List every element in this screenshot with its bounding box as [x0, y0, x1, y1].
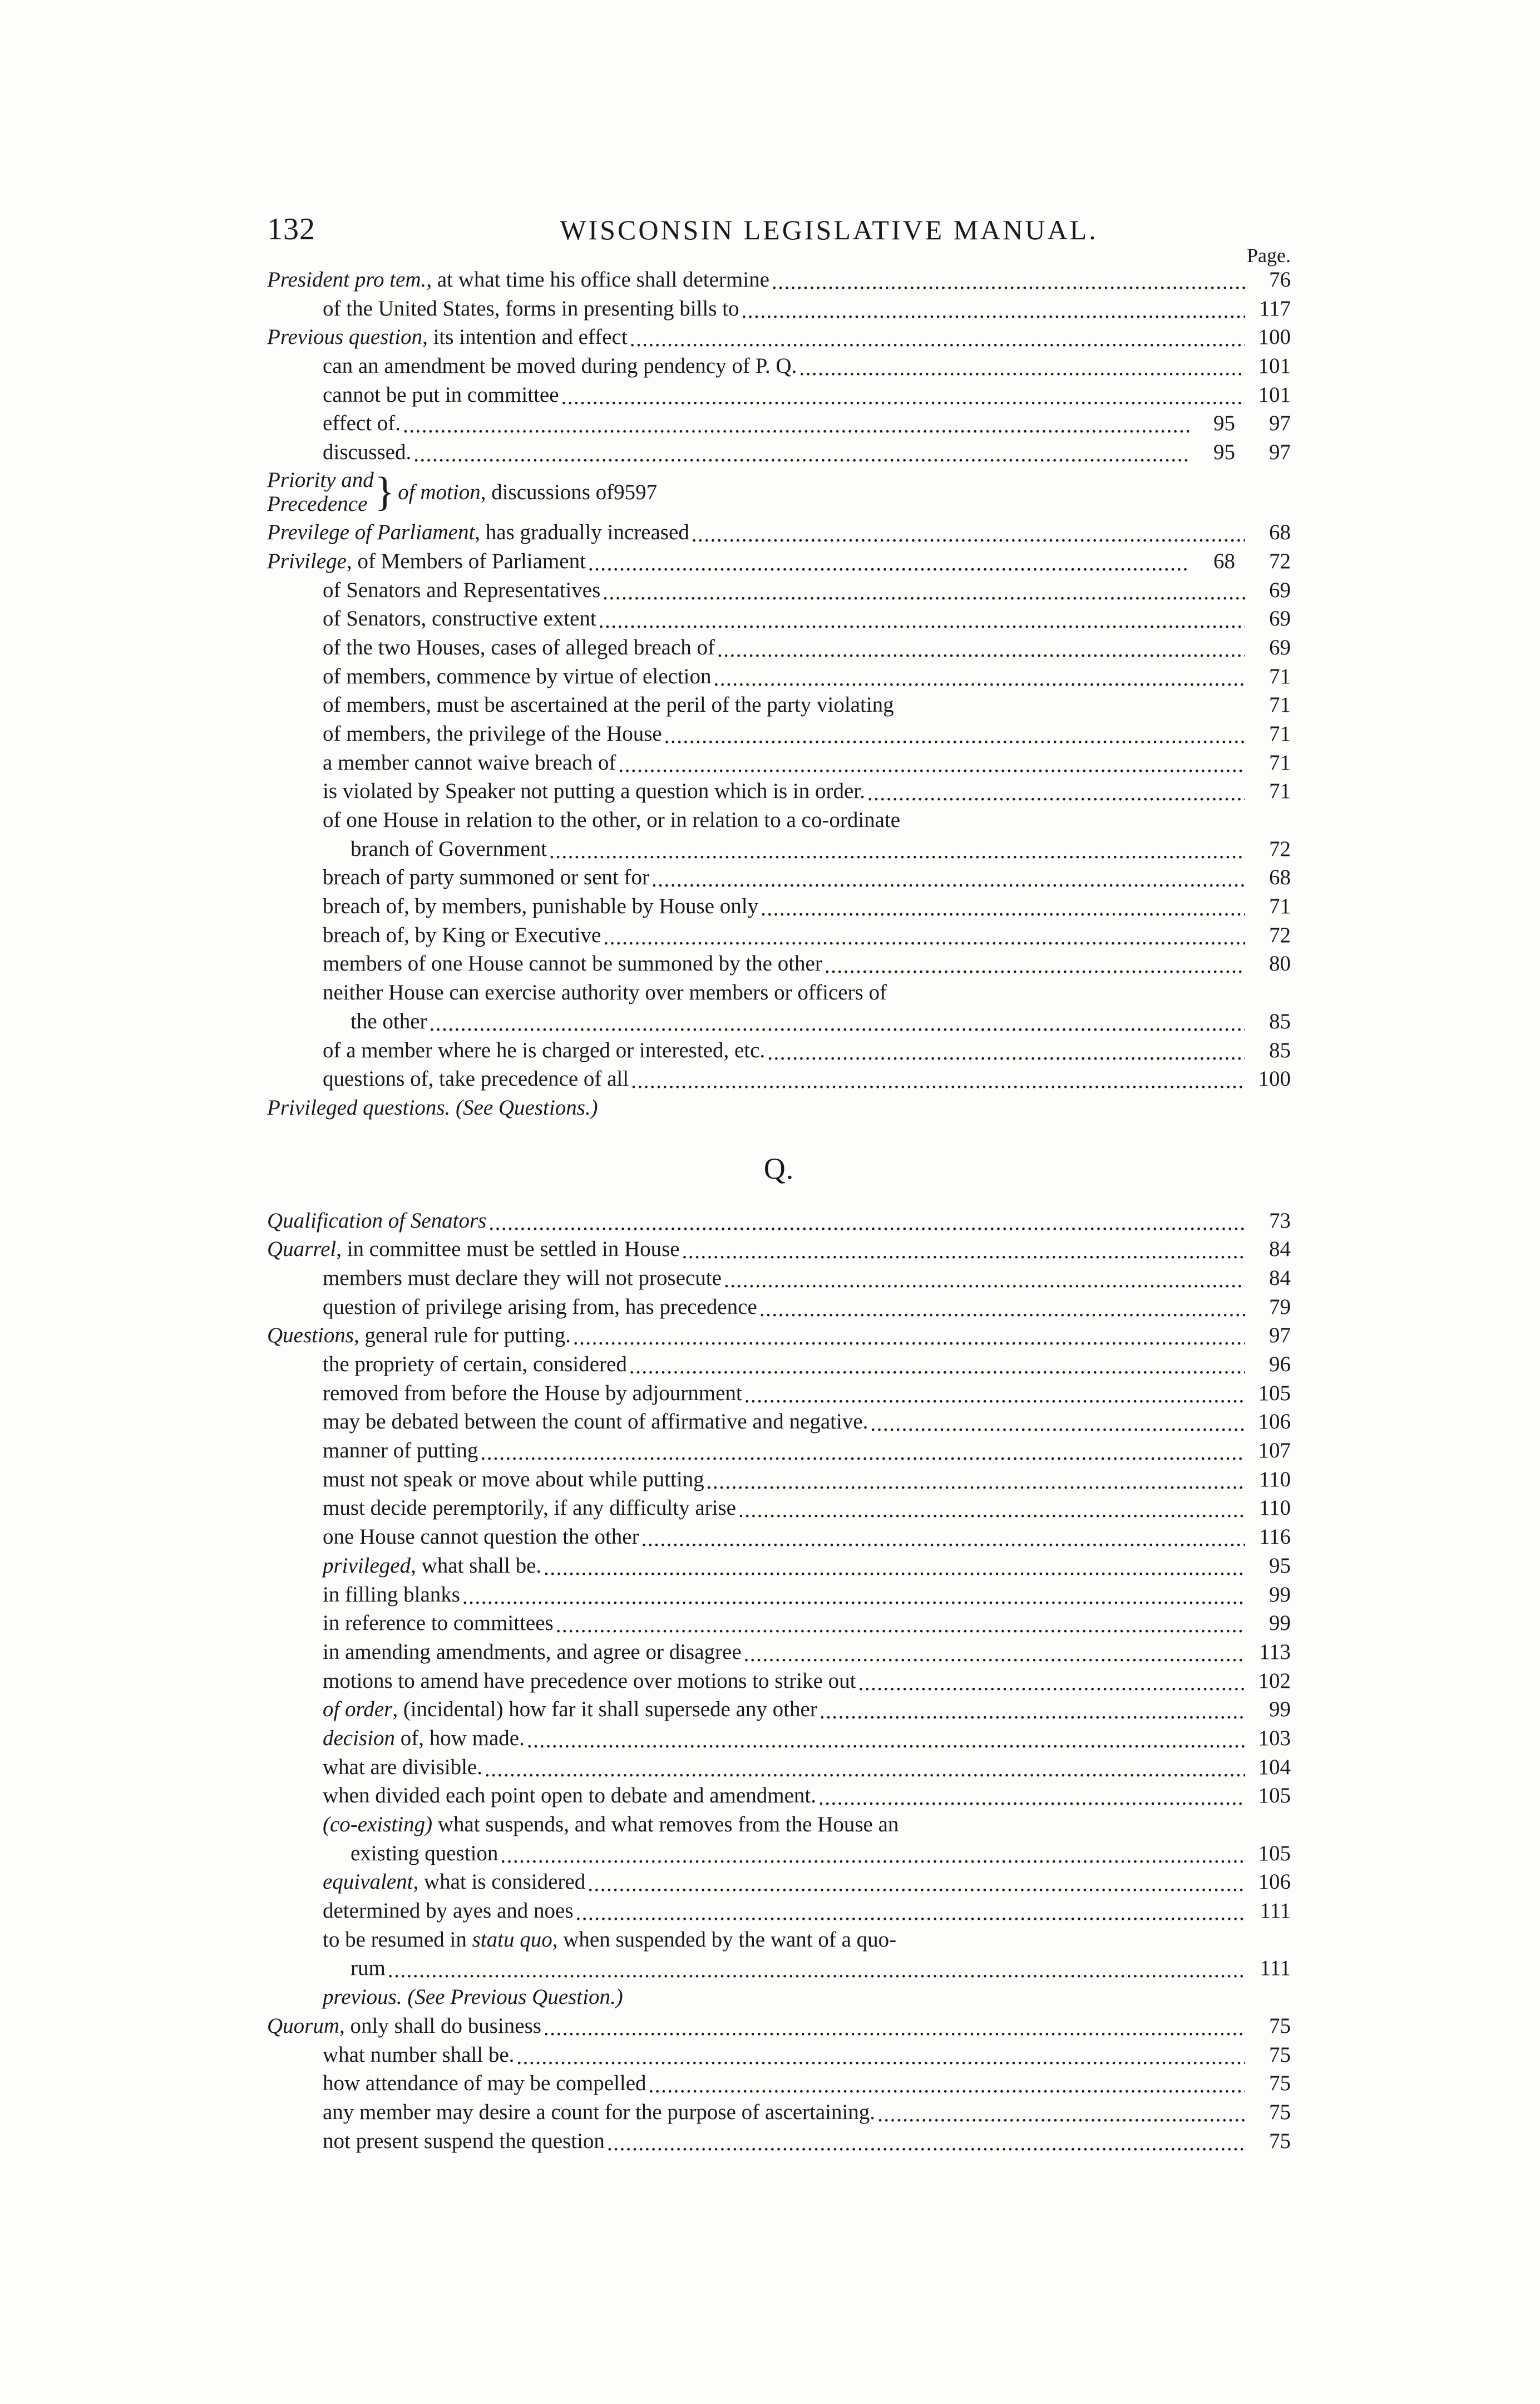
index-entry: decision of, how made. ..... 103: [267, 1725, 1291, 1753]
index-entry: [267, 1609, 1291, 1638]
index-entry: Qualification of Senators ..... 73: [267, 1207, 1291, 1235]
index-entries-q: [267, 1207, 1291, 2156]
entry-text: the propriety of certain, considered: [323, 1352, 627, 1377]
entry-text: of the two Houses, cases of alleged breach of: [323, 635, 715, 659]
dot-leader: [556, 1621, 1245, 1638]
entry-text: cannot be put in committee: [323, 382, 559, 407]
entry-text: of Senators and Representatives: [323, 578, 601, 602]
entry-page: 72: [1269, 923, 1291, 947]
index-entry: to be resumed in statu quo, when suspended by the want of a quo-: [323, 1927, 897, 1952]
dot-leader: [607, 2139, 1245, 2155]
index-entry: [267, 950, 1291, 978]
entry-page-alt: 97: [1269, 440, 1291, 465]
entry-text: of members, the privilege of the House: [323, 721, 662, 746]
index-entry: Previous question, its intention and effect ..... 100: [267, 323, 1291, 352]
index-entry: [267, 1437, 1291, 1465]
index-entry: [267, 720, 1291, 748]
entry-page: 71: [1269, 664, 1291, 688]
entry-page: 100: [1258, 325, 1291, 349]
entry-page: 106: [1258, 1870, 1291, 1894]
running-head: WISCONSIN LEGISLATIVE MANUAL.: [560, 214, 1098, 245]
dot-leader: [576, 1909, 1245, 1925]
index-entry: [267, 979, 1291, 1007]
dot-leader: [651, 875, 1245, 892]
index-entry: [267, 1581, 1291, 1609]
entry-text: must not speak or move about while putting: [323, 1467, 704, 1491]
entry-page: 105: [1258, 1784, 1291, 1808]
index-entry: [267, 1380, 1291, 1408]
index-entry: [267, 806, 1291, 835]
index-entry: [267, 2098, 1291, 2127]
dot-leader: [759, 1304, 1245, 1321]
index-entry: [267, 1466, 1291, 1494]
dot-leader: [744, 1650, 1245, 1667]
entry-text: of members, must be ascertained at the peril of the party violating: [323, 693, 894, 717]
entry-text: one House cannot question the other: [323, 1525, 639, 1549]
entry-page: 75: [1269, 2071, 1291, 2096]
entry-page: 110: [1258, 1467, 1291, 1491]
entry-text: effect of.: [323, 411, 401, 436]
entry-text: of a member where he is charged or interested, etc.: [323, 1038, 766, 1062]
index-entry: [267, 1351, 1291, 1379]
index-entry: Questions, general rule for putting. ..... 97: [267, 1322, 1291, 1350]
dot-leader: [599, 617, 1245, 633]
entry-page: 102: [1258, 1668, 1291, 1693]
index-entry: [267, 1638, 1291, 1667]
entry-text: in reference to committees: [323, 1611, 554, 1635]
entry-page: 68: [1269, 865, 1291, 890]
index-entry: of order, (incidental) how far it shall supersede any other ..... 99: [267, 1696, 1291, 1724]
entry-page: 97: [1269, 1323, 1291, 1348]
entry-page: 116: [1258, 1525, 1291, 1549]
entry-page: 101: [1258, 382, 1291, 407]
index-entry: (co-existing) what suspends, and what removes from the House an: [323, 1812, 899, 1837]
index-entry: [267, 1494, 1291, 1523]
entry-page: 104: [1258, 1755, 1291, 1779]
entry-text: breach of, by members, punishable by House only: [323, 894, 759, 919]
dot-leader: [799, 364, 1245, 381]
entry-text: rum: [351, 1956, 386, 1981]
index-entry: Quorum, only shall do business ..... 75: [267, 2012, 1291, 2041]
index-entry: [267, 749, 1291, 777]
dot-leader: [603, 588, 1245, 604]
index-entry: [267, 410, 1291, 438]
entry-page: 79: [1269, 1294, 1291, 1319]
entry-page: 95: [1269, 1553, 1291, 1578]
entry-page: 69: [1269, 635, 1291, 659]
entry-page: 85: [1269, 1038, 1291, 1062]
entry-text: in amending amendments, and agree or disagree: [323, 1639, 742, 1664]
entry-page: 76: [1269, 268, 1291, 292]
entry-text: is violated by Speaker not putting a question which is in order.: [323, 779, 865, 804]
index-entry: [267, 2127, 1291, 2156]
dot-leader: [714, 674, 1246, 691]
dot-leader: [388, 1966, 1245, 1983]
entry-page: 71: [1269, 693, 1291, 717]
dot-leader: [738, 1506, 1245, 1523]
entry-page: 72: [1269, 836, 1291, 861]
dot-leader: [549, 846, 1245, 863]
dot-leader: [485, 1765, 1245, 1781]
entry-text: of members, commence by virtue of election: [323, 664, 712, 688]
entry-page: 73: [1269, 1208, 1291, 1233]
index-entry: [267, 605, 1291, 633]
page-header: [267, 211, 1291, 267]
index-entry: [267, 1954, 1291, 1983]
entry-page: 71: [1269, 894, 1291, 919]
index-entry: [267, 1753, 1291, 1782]
entry-text: removed from before the House by adjournment: [323, 1381, 742, 1405]
dot-leader: [767, 1048, 1245, 1065]
index-entry: [267, 777, 1291, 806]
dot-leader: [877, 2110, 1245, 2127]
index-entry: [267, 691, 1291, 720]
entry-page: 106: [1258, 1410, 1291, 1434]
entry-page: 117: [1258, 296, 1291, 321]
dot-leader: [629, 1362, 1245, 1379]
entry-page: 68: [1213, 549, 1235, 573]
entry-text: existing question: [351, 1841, 498, 1865]
entry-page: 84: [1269, 1237, 1291, 1262]
index-entry: [267, 1264, 1291, 1293]
entry-page: 71: [1269, 721, 1291, 746]
dot-leader: [573, 1333, 1245, 1350]
dot-leader: [588, 1880, 1245, 1896]
index-entry: Privilege, of Members of Parliament ..... 68 72: [267, 548, 1291, 576]
entry-page: 71: [1269, 779, 1291, 804]
dot-leader: [462, 1592, 1245, 1609]
index-entry: [267, 381, 1291, 410]
index-entry: [267, 1408, 1291, 1436]
cross-reference-p: Privileged questions. (See Questions.): [267, 1095, 598, 1120]
index-entry: privileged, what shall be. ..... 95: [267, 1552, 1291, 1580]
entry-text: of the United States, forms in presenting bills to: [323, 296, 739, 321]
entry-page-alt: 97: [635, 480, 658, 504]
folio-number: 132: [267, 212, 315, 247]
index-entry: [267, 2041, 1291, 2070]
entry-text: must decide peremptorily, if any difficulty arise: [323, 1496, 736, 1520]
index-entry: Previlege of Parliament, has gradually increased ..... 68: [267, 519, 1291, 547]
dot-leader: [867, 789, 1245, 806]
dot-leader: [744, 1391, 1245, 1407]
dot-leader: [820, 1707, 1245, 1724]
dot-leader: [692, 530, 1245, 547]
index-entry: [267, 1667, 1291, 1696]
dot-leader: [516, 2052, 1245, 2069]
entry-page: 69: [1269, 578, 1291, 602]
index-entry: [267, 352, 1291, 381]
index-entry: [267, 1523, 1291, 1551]
index-entry: [267, 893, 1291, 921]
dot-leader: [561, 392, 1245, 409]
dot-leader: [480, 1449, 1245, 1465]
section-letter-q: Q.: [763, 1151, 794, 1185]
dot-leader: [724, 1276, 1245, 1293]
index-entry: [267, 2070, 1291, 2098]
entry-page: 80: [1269, 952, 1291, 976]
index-entry: [267, 634, 1291, 662]
dot-leader: [413, 450, 1189, 467]
entry-page: 95: [614, 480, 636, 504]
entry-page: 96: [1269, 1352, 1291, 1377]
entry-page: 71: [1269, 750, 1291, 775]
dot-leader: [870, 1420, 1245, 1436]
entry-page: 75: [1269, 2013, 1291, 2038]
entry-text: determined by ayes and noes: [323, 1899, 574, 1923]
entry-text: breach of, by King or Executive: [323, 923, 601, 947]
index-entry: [267, 1840, 1291, 1868]
entry-page: 103: [1258, 1726, 1291, 1750]
dot-leader: [682, 1247, 1245, 1264]
entry-page: 111: [1260, 1956, 1291, 1981]
index-content: [267, 211, 1291, 2156]
entry-text: of Senators, constructive extent: [323, 607, 596, 631]
index-entries-p: [267, 266, 1291, 1122]
dot-leader: [858, 1678, 1246, 1695]
dot-leader: [544, 2024, 1245, 2041]
entry-page: 113: [1258, 1639, 1291, 1664]
entry-text: what number shall be.: [323, 2042, 515, 2067]
dot-leader: [603, 933, 1245, 949]
dot-leader: [741, 306, 1245, 323]
entry-page: 85: [1269, 1009, 1291, 1033]
brace-label-line1: Priority and: [267, 467, 374, 492]
entry-text: questions of, take precedence of all: [323, 1067, 629, 1091]
brace-icon: }: [374, 469, 395, 515]
index-entry: [267, 439, 1291, 467]
entry-text: a member cannot waive breach of: [323, 750, 616, 775]
dot-leader: [588, 559, 1189, 576]
entry-text: branch of Government: [351, 836, 547, 861]
entry-text: breach of party summoned or sent for: [323, 865, 649, 890]
index-entry: Quarrel, in committee must be settled in House ..... 84: [267, 1235, 1291, 1264]
page-column-label: Page.: [1247, 244, 1291, 267]
cross-reference-q: previous. (See Previous Question.): [323, 1985, 623, 2009]
entry-text: what are divisible.: [323, 1755, 482, 1779]
dot-leader: [818, 1794, 1245, 1810]
entry-text: in filling blanks: [323, 1582, 460, 1607]
dot-leader: [641, 1535, 1245, 1551]
entry-page: 105: [1258, 1381, 1291, 1405]
entry-text: members must declare they will not prosecute: [323, 1265, 722, 1290]
entry-page: 95: [1213, 411, 1235, 436]
entry-page: 101: [1258, 354, 1291, 378]
dot-leader: [649, 2081, 1245, 2098]
brace-label-line2: Precedence: [267, 492, 368, 516]
index-entry: [267, 864, 1291, 892]
index-entry: [267, 1037, 1291, 1065]
entry-page: 107: [1258, 1439, 1291, 1463]
entry-page: 69: [1269, 607, 1291, 631]
index-entry: [267, 922, 1291, 950]
entry-text: can an amendment be moved during pendency of P. Q.: [323, 354, 797, 378]
entry-page: 75: [1269, 2129, 1291, 2153]
entry-text: discussed.: [323, 440, 412, 465]
index-entry: [267, 1008, 1291, 1036]
dot-leader: [618, 760, 1245, 777]
entry-page-alt: 72: [1269, 549, 1291, 573]
index-entry: [267, 1293, 1291, 1322]
dot-leader: [664, 732, 1245, 748]
index-entry: President pro tem., at what time his office shall determine ..... 76: [267, 266, 1291, 294]
index-entry: [267, 663, 1291, 691]
entry-page: 68: [1269, 520, 1291, 545]
entry-text: may be debated between the count of affirmative and negative.: [323, 1410, 868, 1434]
entry-page: 75: [1269, 2100, 1291, 2124]
entry-text: any member may desire a count for the purpose of ascertaining.: [323, 2100, 876, 2124]
braced-index-entry: Priority and Precedence } of motion, discussions of 95 97: [267, 467, 658, 516]
dot-leader: [761, 904, 1245, 921]
entry-page: 75: [1269, 2042, 1291, 2067]
entry-page: 100: [1258, 1067, 1291, 1091]
entry-page-alt: 97: [1269, 411, 1291, 436]
entry-text: the other: [351, 1009, 427, 1033]
dot-leader: [707, 1477, 1245, 1494]
entry-text: manner of putting: [323, 1439, 478, 1463]
dot-leader: [631, 1077, 1245, 1093]
entry-text: members of one House cannot be summoned by the other: [323, 952, 822, 976]
entry-page: 99: [1269, 1582, 1291, 1607]
entry-text: not present suspend the question: [323, 2129, 605, 2153]
dot-leader: [825, 962, 1245, 978]
dot-leader: [544, 1564, 1245, 1580]
entry-page: 95: [1213, 440, 1235, 465]
index-entry: [267, 835, 1291, 864]
entry-text: how attendance of may be compelled: [323, 2071, 646, 2096]
index-entry: [267, 295, 1291, 323]
index-entry: [267, 1065, 1291, 1093]
entry-text: of one House in relation to the other, or in relation to a co-ordinate: [323, 808, 901, 832]
entry-page: 84: [1269, 1265, 1291, 1290]
dot-leader: [403, 421, 1189, 438]
entry-text: motions to amend have precedence over motions to strike out: [323, 1668, 856, 1693]
entry-page: 110: [1258, 1496, 1291, 1520]
entry-page: 105: [1258, 1841, 1291, 1865]
dot-leader: [772, 278, 1245, 294]
dot-leader: [527, 1736, 1245, 1753]
dot-leader: [717, 646, 1245, 662]
entry-page: 99: [1269, 1697, 1291, 1722]
entry-page: 99: [1269, 1611, 1291, 1635]
entry-text: when divided each point open to debate and amendment.: [323, 1784, 816, 1808]
dot-leader: [630, 335, 1245, 352]
index-entry: [267, 1782, 1291, 1810]
index-entry: equivalent, what is considered ..... 106: [267, 1868, 1291, 1896]
index-entry: [267, 577, 1291, 605]
index-entry: [267, 1897, 1291, 1925]
entry-text: neither House can exercise authority over members or officers of: [323, 981, 887, 1005]
dot-leader: [488, 1218, 1245, 1235]
dot-leader: [430, 1019, 1245, 1036]
entry-text: question of privilege arising from, has precedence: [323, 1294, 757, 1319]
entry-page: 111: [1260, 1899, 1291, 1923]
dot-leader: [500, 1851, 1245, 1868]
